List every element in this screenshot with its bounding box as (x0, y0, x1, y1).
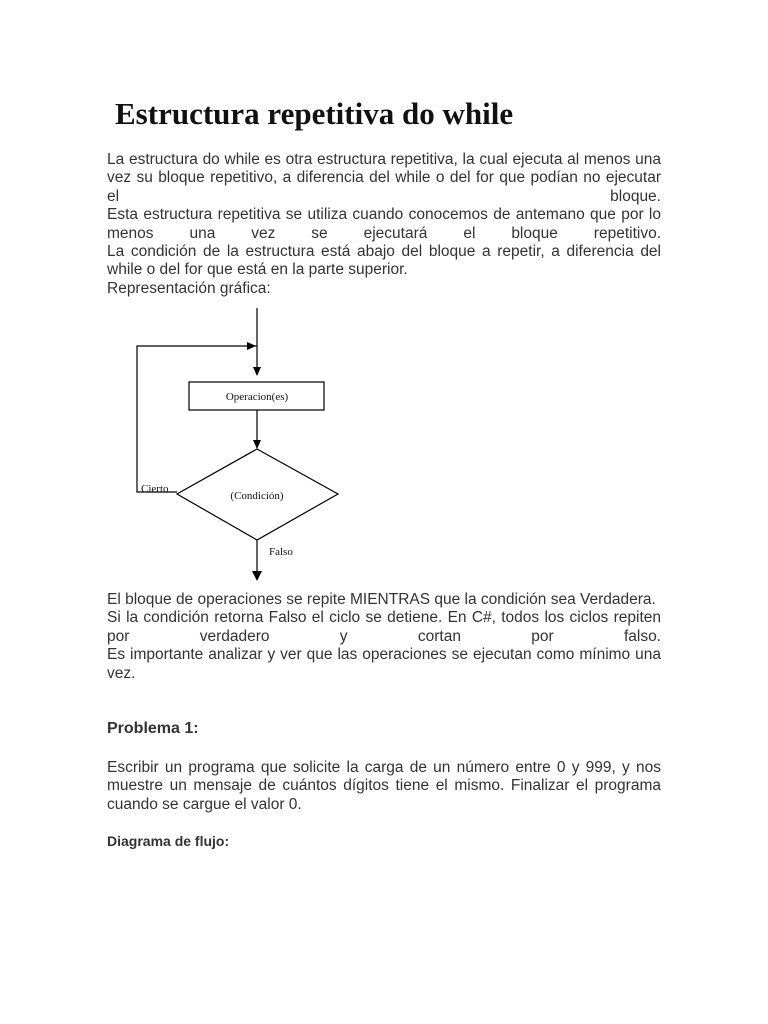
problem-text (107, 759, 661, 814)
intro-paragraph-4: Representación gráfica: (107, 279, 271, 297)
false-label: Falso (269, 546, 293, 558)
explanation-text (107, 591, 661, 683)
intro-paragraph-2: Esta estructura repetitiva se utiliza cuando conocemos de antemano que por lo menos una vez se ejecutará el bloque repetitivo. (107, 206, 661, 242)
exit-arrowhead (252, 571, 262, 581)
page-title: Estructura repetitiva do while (115, 96, 514, 131)
entry-arrowhead (253, 367, 261, 376)
problem-heading: Problema 1: (107, 720, 199, 737)
problem-paragraph: Escribir un programa que solicite la carga de un número entre 0 y 999, y nos muestre un mensaje de cuántos dígitos tiene el mismo. Finalizar el programa cuando se cargue el valor 0. (107, 759, 661, 813)
do-while-flow-diagram (125, 303, 350, 585)
true-label: Cierto (141, 483, 169, 495)
flow-diagram-heading: Diagrama de flujo: (107, 833, 230, 849)
loop-arrowhead (247, 342, 256, 350)
operation-label: Operacion(es) (225, 391, 289, 403)
intro-paragraph-3: La condición de la estructura está abajo del bloque a repetir, a diferencia del while o del for que está en la parte superior. (107, 243, 661, 279)
condition-arrowhead (253, 440, 261, 449)
explanation-paragraph-1: El bloque de operaciones se repite MIENTRAS que la condición sea Verdadera. (107, 591, 656, 608)
explanation-paragraph-3: Es importante analizar y ver que las operaciones se ejecutan como mínimo una vez. (107, 646, 661, 682)
intro-text (107, 151, 661, 298)
explanation-paragraph-2: Si la condición retorna Falso el ciclo se detiene. En C#, todos los ciclos repiten por verdadero y cortan por falso. (107, 609, 661, 645)
condition-label: (Condición) (230, 490, 284, 502)
intro-paragraph-1: La estructura do while es otra estructura repetitiva, la cual ejecuta al menos una vez su bloque repetitivo, a diferencia del while o del for que podían no ejecutar el bloque. (107, 151, 661, 205)
